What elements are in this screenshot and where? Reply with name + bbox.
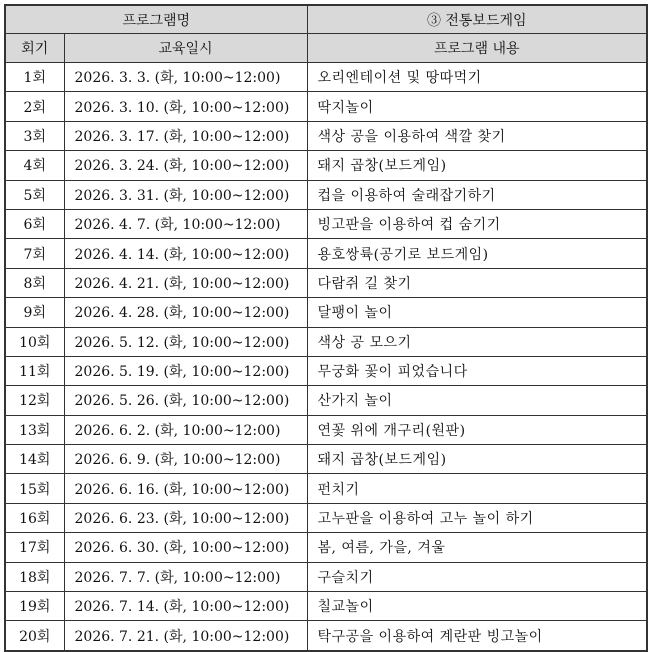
table-row (5, 268, 647, 297)
table-row (5, 151, 647, 180)
date-cell: 2026. 4. 28. (화, 10:00~12:00) (64, 298, 307, 327)
session-cell: 19회 (5, 592, 64, 621)
table-row (5, 121, 647, 150)
table-row (5, 503, 647, 532)
content-cell: 무궁화 꽃이 피었습니다 (307, 356, 647, 385)
program-schedule-table (4, 4, 648, 652)
col-header-content: 프로그램 내용 (307, 34, 647, 63)
date-cell: 2026. 7. 7. (화, 10:00~12:00) (64, 562, 307, 591)
session-cell: 5회 (5, 180, 64, 209)
session-cell: 4회 (5, 151, 64, 180)
table-row (5, 356, 647, 385)
session-cell: 17회 (5, 533, 64, 562)
table-row (5, 533, 647, 562)
table-row (5, 386, 647, 415)
session-cell: 11회 (5, 356, 64, 385)
table-row (5, 63, 647, 92)
date-cell: 2026. 7. 14. (화, 10:00~12:00) (64, 592, 307, 621)
date-cell: 2026. 5. 19. (화, 10:00~12:00) (64, 356, 307, 385)
col-header-session: 회기 (5, 34, 64, 63)
program-name-row (5, 5, 647, 34)
content-cell: 용호쌍륙(공기로 보드게임) (307, 239, 647, 268)
date-cell: 2026. 5. 26. (화, 10:00~12:00) (64, 386, 307, 415)
date-cell: 2026. 3. 17. (화, 10:00~12:00) (64, 121, 307, 150)
table-row (5, 562, 647, 591)
session-cell: 9회 (5, 298, 64, 327)
session-cell: 13회 (5, 415, 64, 444)
column-header-row (5, 34, 647, 63)
date-cell: 2026. 6. 16. (화, 10:00~12:00) (64, 474, 307, 503)
session-cell: 2회 (5, 92, 64, 121)
session-cell: 12회 (5, 386, 64, 415)
session-cell: 6회 (5, 209, 64, 238)
content-cell: 연꽃 위에 개구리(원판) (307, 415, 647, 444)
content-cell: 돼지 곱창(보드게임) (307, 151, 647, 180)
session-cell: 18회 (5, 562, 64, 591)
content-cell: 산가지 놀이 (307, 386, 647, 415)
date-cell: 2026. 5. 12. (화, 10:00~12:00) (64, 327, 307, 356)
table-row (5, 327, 647, 356)
session-cell: 20회 (5, 621, 64, 651)
date-cell: 2026. 6. 9. (화, 10:00~12:00) (64, 445, 307, 474)
schedule-body (5, 63, 647, 651)
session-cell: 16회 (5, 503, 64, 532)
date-cell: 2026. 4. 21. (화, 10:00~12:00) (64, 268, 307, 297)
content-cell: 빙고판을 이용하여 컵 숨기기 (307, 209, 647, 238)
session-cell: 8회 (5, 268, 64, 297)
date-cell: 2026. 6. 23. (화, 10:00~12:00) (64, 503, 307, 532)
date-cell: 2026. 7. 21. (화, 10:00~12:00) (64, 621, 307, 651)
table-row (5, 474, 647, 503)
session-cell: 14회 (5, 445, 64, 474)
content-cell: 달팽이 놀이 (307, 298, 647, 327)
content-cell: 색상 공을 이용하여 색깔 찾기 (307, 121, 647, 150)
table-row (5, 298, 647, 327)
date-cell: 2026. 3. 24. (화, 10:00~12:00) (64, 151, 307, 180)
content-cell: 봄, 여름, 가을, 겨울 (307, 533, 647, 562)
content-cell: 고누판을 이용하여 고누 놀이 하기 (307, 503, 647, 532)
program-name-label: 프로그램명 (5, 5, 307, 34)
content-cell: 펀치기 (307, 474, 647, 503)
table-row (5, 209, 647, 238)
date-cell: 2026. 6. 30. (화, 10:00~12:00) (64, 533, 307, 562)
date-cell: 2026. 4. 7. (화, 10:00~12:00) (64, 209, 307, 238)
content-cell: 다람쥐 길 찾기 (307, 268, 647, 297)
date-cell: 2026. 3. 3. (화, 10:00~12:00) (64, 63, 307, 92)
date-cell: 2026. 3. 31. (화, 10:00~12:00) (64, 180, 307, 209)
table-row (5, 92, 647, 121)
content-cell: 구슬치기 (307, 562, 647, 591)
date-cell: 2026. 4. 14. (화, 10:00~12:00) (64, 239, 307, 268)
col-header-date: 교육일시 (64, 34, 307, 63)
content-cell: 색상 공 모으기 (307, 327, 647, 356)
table-row (5, 180, 647, 209)
session-cell: 3회 (5, 121, 64, 150)
table-row (5, 592, 647, 621)
content-cell: 딱지놀이 (307, 92, 647, 121)
session-cell: 10회 (5, 327, 64, 356)
program-title: ③ 전통보드게임 (307, 5, 647, 34)
content-cell: 탁구공을 이용하여 계란판 빙고놀이 (307, 621, 647, 651)
content-cell: 칠교놀이 (307, 592, 647, 621)
session-cell: 7회 (5, 239, 64, 268)
content-cell: 오리엔테이션 및 땅따먹기 (307, 63, 647, 92)
date-cell: 2026. 6. 2. (화, 10:00~12:00) (64, 415, 307, 444)
content-cell: 컵을 이용하여 술래잡기하기 (307, 180, 647, 209)
table-row (5, 239, 647, 268)
table-row (5, 621, 647, 651)
session-cell: 15회 (5, 474, 64, 503)
table-row (5, 445, 647, 474)
session-cell: 1회 (5, 63, 64, 92)
content-cell: 돼지 곱창(보드게임) (307, 445, 647, 474)
date-cell: 2026. 3. 10. (화, 10:00~12:00) (64, 92, 307, 121)
table-row (5, 415, 647, 444)
